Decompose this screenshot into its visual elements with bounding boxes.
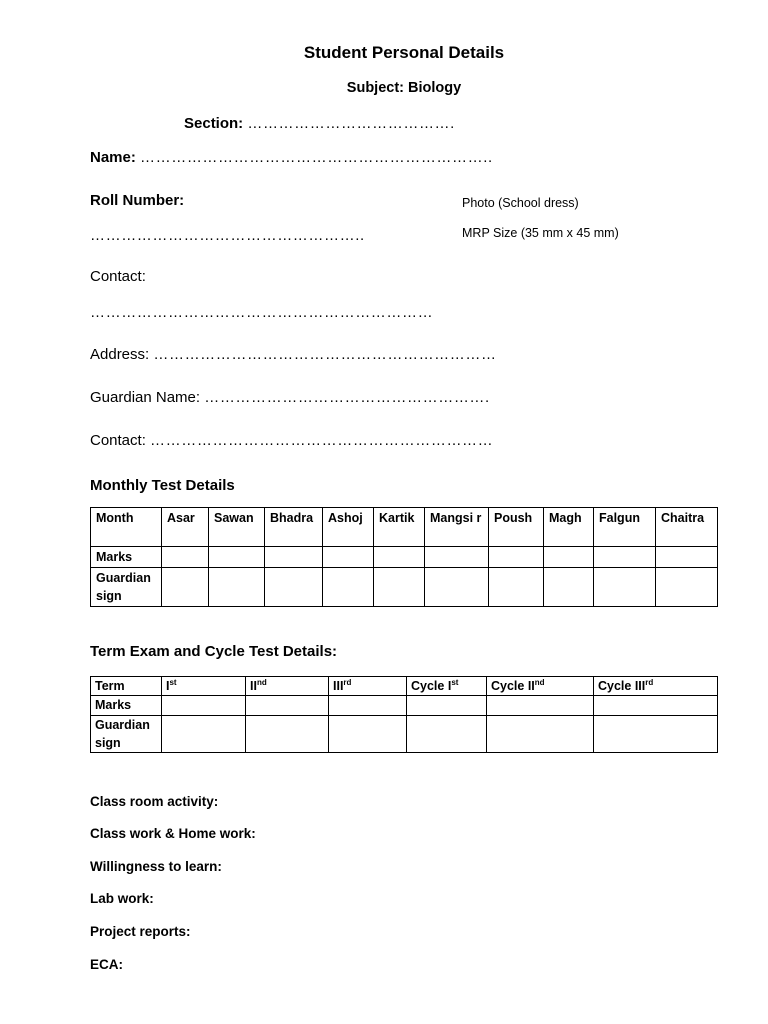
marks-cell[interactable] (246, 696, 329, 716)
month-cell: Kartik (374, 508, 425, 547)
term-column-header: IInd (246, 677, 329, 696)
cycle-column-header: Cycle IInd (487, 677, 594, 696)
name-field (90, 149, 493, 166)
marks-cell[interactable] (162, 547, 209, 568)
roll-number-blank[interactable]: …………………………………………….. (90, 227, 365, 244)
term-header-row (91, 677, 718, 696)
term-column-header: IIIrd (329, 677, 407, 696)
sign-cell[interactable] (487, 716, 594, 753)
marks-cell[interactable] (265, 547, 323, 568)
sign-cell[interactable] (407, 716, 487, 753)
sign-cell[interactable] (374, 568, 425, 607)
marks-cell[interactable] (656, 547, 718, 568)
sign-cell[interactable] (246, 716, 329, 753)
name-label: Name: (90, 149, 136, 166)
marks-cell[interactable] (407, 696, 487, 716)
photo-size-instruction: MRP Size (35 mm x 45 mm) (462, 226, 619, 240)
activity-lab-work: Lab work: (90, 891, 154, 906)
roll-number-label: Roll Number: (90, 192, 185, 209)
marks-row-label: Marks (91, 547, 162, 568)
marks-cell[interactable] (594, 696, 718, 716)
month-cell: Ashoj (323, 508, 374, 547)
marks-row-label: Marks (91, 696, 162, 716)
guardian-contact-blank[interactable]: ………………………………………………………… (150, 432, 494, 449)
marks-cell[interactable] (544, 547, 594, 568)
month-cell: Falgun (594, 508, 656, 547)
sign-cell[interactable] (594, 716, 718, 753)
section-blank[interactable]: …………………………………. (247, 115, 455, 132)
section-field (184, 115, 455, 132)
term-header-cell: Term (91, 677, 162, 696)
address-blank[interactable]: ………………………………………………………… (153, 346, 497, 363)
cycle-column-header: Cycle Ist (407, 677, 487, 696)
marks-cell[interactable] (425, 547, 489, 568)
address-field (90, 346, 497, 363)
monthly-test-table (90, 507, 718, 607)
guardian-name-label: Guardian Name: (90, 389, 201, 406)
term-guardian-row (91, 716, 718, 753)
contact-blank[interactable]: ………………………………………………………… (90, 304, 434, 321)
term-marks-row (91, 696, 718, 716)
month-cell: Poush (489, 508, 544, 547)
subject-line: Subject: Biology (346, 80, 462, 96)
marks-cell[interactable] (374, 547, 425, 568)
month-cell: Asar (162, 508, 209, 547)
monthly-test-heading: Monthly Test Details (90, 477, 235, 494)
guardian-name-field (90, 389, 490, 406)
marks-cell[interactable] (162, 696, 246, 716)
sign-cell[interactable] (162, 568, 209, 607)
activity-project-reports: Project reports: (90, 924, 191, 939)
month-cell: Magh (544, 508, 594, 547)
sign-cell[interactable] (209, 568, 265, 607)
marks-cell[interactable] (329, 696, 407, 716)
name-blank[interactable]: ………………………………………………………….. (140, 149, 493, 166)
guardian-contact-field (90, 432, 493, 449)
monthly-guardian-row (91, 568, 718, 607)
contact-label: Contact: (90, 268, 146, 285)
activity-class-home-work: Class work & Home work: (90, 826, 256, 841)
month-cell: Chaitra (656, 508, 718, 547)
sign-cell[interactable] (594, 568, 656, 607)
month-cell: Bhadra (265, 508, 323, 547)
marks-cell[interactable] (594, 547, 656, 568)
month-cell: Sawan (209, 508, 265, 547)
page-title: Student Personal Details (303, 43, 505, 62)
photo-instruction: Photo (School dress) (462, 196, 579, 210)
term-exam-table (90, 676, 718, 753)
month-header-cell: Month (91, 508, 162, 547)
activity-class-room: Class room activity: (90, 794, 219, 809)
guardian-contact-label: Contact: (90, 432, 146, 449)
address-label: Address: (90, 346, 150, 363)
sign-cell[interactable] (656, 568, 718, 607)
activity-willingness: Willingness to learn: (90, 859, 222, 874)
term-exam-heading: Term Exam and Cycle Test Details: (90, 643, 338, 660)
sign-cell[interactable] (489, 568, 544, 607)
guardian-name-blank[interactable]: ………………………………………………. (204, 389, 490, 406)
marks-cell[interactable] (487, 696, 594, 716)
sign-cell[interactable] (162, 716, 246, 753)
sign-cell[interactable] (329, 716, 407, 753)
sign-cell[interactable] (544, 568, 594, 607)
month-cell: Mangsi r (425, 508, 489, 547)
marks-cell[interactable] (323, 547, 374, 568)
marks-cell[interactable] (489, 547, 544, 568)
guardian-sign-row-label: Guardian sign (91, 568, 162, 607)
sign-cell[interactable] (425, 568, 489, 607)
monthly-header-row (91, 508, 718, 547)
monthly-marks-row (91, 547, 718, 568)
term-column-header: Ist (162, 677, 246, 696)
cycle-column-header: Cycle IIIrd (594, 677, 718, 696)
marks-cell[interactable] (209, 547, 265, 568)
activity-eca: ECA: (90, 957, 123, 972)
guardian-sign-row-label: Guardian sign (91, 716, 162, 753)
sign-cell[interactable] (265, 568, 323, 607)
section-label: Section: (184, 115, 244, 132)
sign-cell[interactable] (323, 568, 374, 607)
